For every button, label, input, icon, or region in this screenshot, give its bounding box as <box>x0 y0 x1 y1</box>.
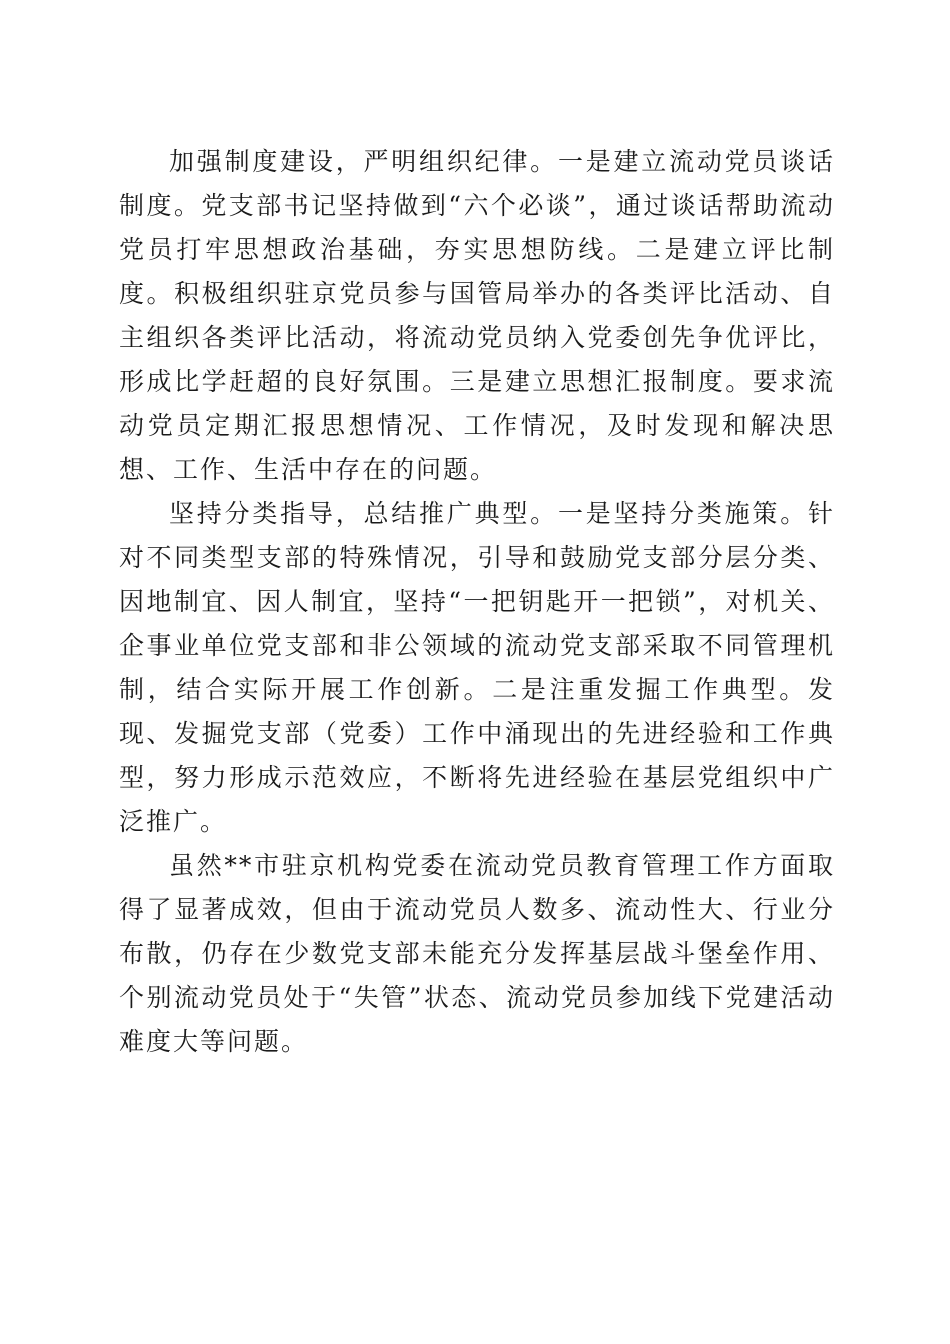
paragraph-classified-guidance: 坚持分类指导，总结推广典型。一是坚持分类施策。针对不同类型支部的特殊情况，引导和鼓励党支部分层分类、因地制宜、因人制宜，坚持“一把钥匙开一把锁”，对机关、企事业单位党支部和非公领域的流动党支部采取不同管理机制，结合实际开展工作创新。二是注重发掘工作典型。发现、发掘党支部（党委）工作中涌现出的先进经验和工作典型，努力形成示范效应，不断将先进经验在基层党组织中广泛推广。 <box>119 499 835 836</box>
paragraph-existing-problems: 虽然**市驻京机构党委在流动党员教育管理工作方面取得了显著成效，但由于流动党员人数多、流动性大、行业分布散，仍存在少数党支部未能充分发挥基层战斗堡垒作用、个别流动党员处于“失管”状态、流动党员参加线下党建活动难度大等问题。 <box>119 851 835 1056</box>
document-body <box>119 140 835 1064</box>
paragraph-institution-building: 加强制度建设，严明组织纪律。一是建立流动党员谈话制度。党支部书记坚持做到“六个必谈”，通过谈话帮助流动党员打牢思想政治基础，夯实思想防线。二是建立评比制度。积极组织驻京党员参与国管局举办的各类评比活动、自主组织各类评比活动，将流动党员纳入党委创先争优评比，形成比学赶超的良好氛围。三是建立思想汇报制度。要求流动党员定期汇报思想情况、工作情况，及时发现和解决思想、工作、生活中存在的问题。 <box>119 147 835 484</box>
